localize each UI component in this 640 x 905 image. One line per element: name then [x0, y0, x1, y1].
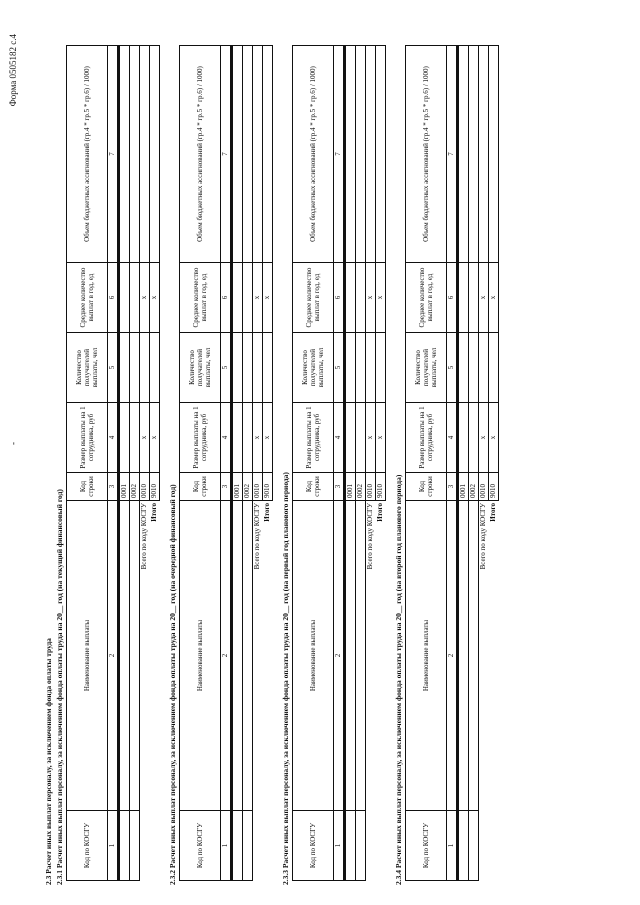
payments-table	[405, 45, 499, 881]
kosgu-input[interactable]	[345, 811, 356, 881]
line-code: 0002	[469, 473, 479, 501]
value-cell-c4[interactable]	[130, 403, 140, 473]
column-number: 2	[334, 501, 345, 811]
value-cell-c6[interactable]	[469, 263, 479, 333]
column-number: 5	[108, 333, 119, 403]
line-code: 0001	[119, 473, 130, 501]
payment-name-input[interactable]	[356, 501, 366, 811]
line-code: 9010	[376, 473, 386, 501]
payment-name-input[interactable]	[119, 501, 130, 811]
header-recipients: Количество получателей выплаты, чел	[406, 333, 447, 403]
column-number: 5	[447, 333, 458, 403]
value-cell-c4[interactable]: x	[263, 403, 273, 473]
value-cell-c5[interactable]	[458, 333, 469, 403]
header-kosgu: Код по КОСГУ	[67, 811, 108, 881]
column-number: 6	[334, 263, 345, 333]
budget-cell[interactable]	[263, 46, 273, 263]
line-code: 0001	[458, 473, 469, 501]
column-number: 4	[447, 403, 458, 473]
row-label: Итого	[150, 503, 158, 522]
header-avg-count: Среднее количество выплат в год, ед	[293, 263, 334, 333]
budget-cell[interactable]	[356, 46, 366, 263]
value-cell-c6[interactable]: x	[479, 263, 489, 333]
section-4	[393, 25, 499, 885]
value-cell-c4[interactable]: x	[376, 403, 386, 473]
budget-cell[interactable]	[140, 46, 150, 263]
column-number: 6	[221, 263, 232, 333]
budget-cell[interactable]	[376, 46, 386, 263]
value-cell-c4[interactable]: x	[366, 403, 376, 473]
value-cell-c6[interactable]: x	[150, 263, 160, 333]
table-row	[345, 46, 356, 881]
value-cell-c5[interactable]	[119, 333, 130, 403]
value-cell-c4[interactable]	[243, 403, 253, 473]
header-pay-size: Размер выплаты на 1 сотрудника, руб	[180, 403, 221, 473]
column-number: 3	[447, 473, 458, 501]
row-label: Всего по коду КОСГУ	[253, 503, 262, 570]
section-2	[167, 25, 273, 885]
value-cell-c4[interactable]	[356, 403, 366, 473]
budget-cell[interactable]	[489, 46, 499, 263]
budget-cell[interactable]	[130, 46, 140, 263]
header-recipients: Количество получателей выплаты, чел	[293, 333, 334, 403]
column-number: 2	[221, 501, 232, 811]
payments-table	[66, 45, 160, 881]
header-budget: Объем бюджетных ассигнований (гр.4 * гр.5 * гр.6) / 1000)	[180, 46, 221, 263]
value-cell-c6[interactable]: x	[366, 263, 376, 333]
value-cell-c5[interactable]	[263, 333, 273, 403]
header-kosgu: Код по КОСГУ	[293, 811, 334, 881]
row-label: Всего по коду КОСГУ	[140, 503, 149, 570]
row-label: Итого	[489, 503, 497, 522]
budget-cell[interactable]	[243, 46, 253, 263]
column-number: 3	[221, 473, 232, 501]
value-cell-c4[interactable]	[345, 403, 356, 473]
column-number: 7	[334, 46, 345, 263]
payment-name-input[interactable]	[458, 501, 469, 811]
table-row	[150, 46, 160, 881]
line-code: 0002	[130, 473, 140, 501]
value-cell-c5[interactable]	[469, 333, 479, 403]
value-cell-c6[interactable]	[345, 263, 356, 333]
value-cell-c6[interactable]	[119, 263, 130, 333]
column-number: 1	[108, 811, 119, 881]
value-cell-c4[interactable]: x	[479, 403, 489, 473]
column-number: 7	[108, 46, 119, 263]
value-cell-c4[interactable]	[232, 403, 243, 473]
kosgu-input[interactable]	[469, 811, 479, 881]
header-avg-count: Среднее количество выплат в год, ед	[406, 263, 447, 333]
payment-name-input[interactable]	[232, 501, 243, 811]
header-budget: Объем бюджетных ассигнований (гр.4 * гр.5 * гр.6) / 1000)	[406, 46, 447, 263]
row-label: Всего по коду КОСГУ	[366, 503, 375, 570]
table-row	[376, 46, 386, 881]
column-number: 5	[334, 333, 345, 403]
value-cell-c4[interactable]: x	[489, 403, 499, 473]
section-title: 2.3.1 Расчет иных выплат персоналу, за исключением фонда оплаты труда на 20__ год (на текущий финансовый год)	[55, 489, 64, 885]
row-label: Всего по коду КОСГУ	[479, 503, 488, 570]
header-pay-size: Размер выплаты на 1 сотрудника, руб	[67, 403, 108, 473]
header-pay-size: Размер выплаты на 1 сотрудника, руб	[293, 403, 334, 473]
line-code: 0002	[243, 473, 253, 501]
column-number: 2	[447, 501, 458, 811]
value-cell-c6[interactable]: x	[489, 263, 499, 333]
budget-cell[interactable]	[119, 46, 130, 263]
header-line-code: Код строки	[180, 473, 221, 501]
table-row	[263, 46, 273, 881]
budget-cell[interactable]	[458, 46, 469, 263]
header-kosgu: Код по КОСГУ	[406, 811, 447, 881]
header-avg-count: Среднее количество выплат в год, ед	[180, 263, 221, 333]
line-code: 0010	[140, 473, 150, 501]
value-cell-c5[interactable]	[150, 333, 160, 403]
value-cell-c6[interactable]	[243, 263, 253, 333]
payment-name-input[interactable]	[469, 501, 479, 811]
form-code: Форма 0505182 с.4	[8, 34, 18, 107]
kosgu-input[interactable]	[243, 811, 253, 881]
value-cell-c6[interactable]: x	[253, 263, 263, 333]
header-line-code: Код строки	[67, 473, 108, 501]
table-row	[366, 46, 376, 881]
column-number: 6	[447, 263, 458, 333]
table-row	[469, 46, 479, 881]
header-name: Наименование выплаты	[67, 501, 108, 811]
value-cell-c5[interactable]	[232, 333, 243, 403]
column-number: 4	[334, 403, 345, 473]
value-cell-c5[interactable]	[140, 333, 150, 403]
value-cell-c4[interactable]: x	[253, 403, 263, 473]
kosgu-input[interactable]	[119, 811, 130, 881]
value-cell-c5[interactable]	[479, 333, 489, 403]
value-cell-c4[interactable]: x	[140, 403, 150, 473]
line-code: 9010	[263, 473, 273, 501]
value-cell-c6[interactable]	[356, 263, 366, 333]
value-cell-c6[interactable]	[232, 263, 243, 333]
column-number: 7	[221, 46, 232, 263]
budget-cell[interactable]	[469, 46, 479, 263]
column-number: 2	[108, 501, 119, 811]
table-row	[489, 46, 499, 881]
value-cell-c4[interactable]	[469, 403, 479, 473]
line-code: 0010	[479, 473, 489, 501]
table-row	[479, 46, 489, 881]
value-cell-c4[interactable]	[458, 403, 469, 473]
column-number: 6	[108, 263, 119, 333]
table-row	[232, 46, 243, 881]
budget-cell[interactable]	[232, 46, 243, 263]
payment-name-input[interactable]	[345, 501, 356, 811]
value-cell-c6[interactable]: x	[376, 263, 386, 333]
line-code: 0010	[366, 473, 376, 501]
table-row	[119, 46, 130, 881]
line-code: 0010	[253, 473, 263, 501]
column-number: 1	[221, 811, 232, 881]
header-recipients: Количество получателей выплаты, чел	[67, 333, 108, 403]
column-number: 1	[447, 811, 458, 881]
table-row	[458, 46, 469, 881]
row-label: Итого	[263, 503, 271, 522]
kosgu-input[interactable]	[356, 811, 366, 881]
value-cell-c5[interactable]	[366, 333, 376, 403]
column-number: 7	[447, 46, 458, 263]
value-cell-c6[interactable]: x	[263, 263, 273, 333]
value-cell-c6[interactable]	[130, 263, 140, 333]
value-cell-c5[interactable]	[345, 333, 356, 403]
header-line-code: Код строки	[293, 473, 334, 501]
page-mark: -	[8, 442, 18, 445]
header-line-code: Код строки	[406, 473, 447, 501]
budget-cell[interactable]	[253, 46, 263, 263]
header-name: Наименование выплаты	[180, 501, 221, 811]
value-cell-c5[interactable]	[243, 333, 253, 403]
budget-cell[interactable]	[366, 46, 376, 263]
budget-cell[interactable]	[479, 46, 489, 263]
table-row	[356, 46, 366, 881]
table-row	[243, 46, 253, 881]
row-label: Итого	[376, 503, 384, 522]
header-budget: Объем бюджетных ассигнований (гр.4 * гр.5 * гр.6) / 1000)	[67, 46, 108, 263]
value-cell-c5[interactable]	[489, 333, 499, 403]
kosgu-input[interactable]	[232, 811, 243, 881]
column-number: 1	[334, 811, 345, 881]
section-title: 2.3.2 Расчет иных выплат персоналу, за исключением фонда оплаты труда на 20__ год (на очередной финансовый год)	[168, 484, 177, 885]
value-cell-c5[interactable]	[253, 333, 263, 403]
header-kosgu: Код по КОСГУ	[180, 811, 221, 881]
payment-name-input[interactable]	[243, 501, 253, 811]
header-name: Наименование выплаты	[293, 501, 334, 811]
section-title: 2.3.4 Расчет иных выплат персоналу, за исключением фонда оплаты труда на 20__ год (на второй год планового периода)	[394, 474, 403, 885]
header-pay-size: Размер выплаты на 1 сотрудника, руб	[406, 403, 447, 473]
kosgu-input[interactable]	[458, 811, 469, 881]
value-cell-c5[interactable]	[376, 333, 386, 403]
kosgu-input[interactable]	[130, 811, 140, 881]
column-number: 4	[108, 403, 119, 473]
line-code: 0001	[232, 473, 243, 501]
payments-table	[179, 45, 273, 881]
header-avg-count: Среднее количество выплат в год, ед	[67, 263, 108, 333]
table-row	[140, 46, 150, 881]
table-row	[130, 46, 140, 881]
value-cell-c4[interactable]: x	[150, 403, 160, 473]
value-cell-c6[interactable]	[458, 263, 469, 333]
line-code: 0002	[356, 473, 366, 501]
section-1	[54, 25, 160, 885]
header-name: Наименование выплаты	[406, 501, 447, 811]
budget-cell[interactable]	[150, 46, 160, 263]
budget-cell[interactable]	[345, 46, 356, 263]
payment-name-input[interactable]	[130, 501, 140, 811]
table-row	[253, 46, 263, 881]
header-budget: Объем бюджетных ассигнований (гр.4 * гр.5 * гр.6) / 1000)	[293, 46, 334, 263]
column-number: 3	[108, 473, 119, 501]
column-number: 4	[221, 403, 232, 473]
value-cell-c5[interactable]	[130, 333, 140, 403]
column-number: 3	[334, 473, 345, 501]
section-3	[280, 25, 386, 885]
column-number: 5	[221, 333, 232, 403]
payments-table	[292, 45, 386, 881]
line-code: 0001	[345, 473, 356, 501]
value-cell-c5[interactable]	[356, 333, 366, 403]
value-cell-c6[interactable]: x	[140, 263, 150, 333]
section-title: 2.3.3 Расчет иных выплат персоналу, за исключением фонда оплаты труда на 20__ год (на первый год планового периода)	[281, 472, 290, 885]
value-cell-c4[interactable]	[119, 403, 130, 473]
main-title: 2.3 Расчет иных выплат персоналу, за исключением фонда оплаты труда	[44, 638, 53, 885]
line-code: 9010	[150, 473, 160, 501]
line-code: 9010	[489, 473, 499, 501]
header-recipients: Количество получателей выплаты, чел	[180, 333, 221, 403]
